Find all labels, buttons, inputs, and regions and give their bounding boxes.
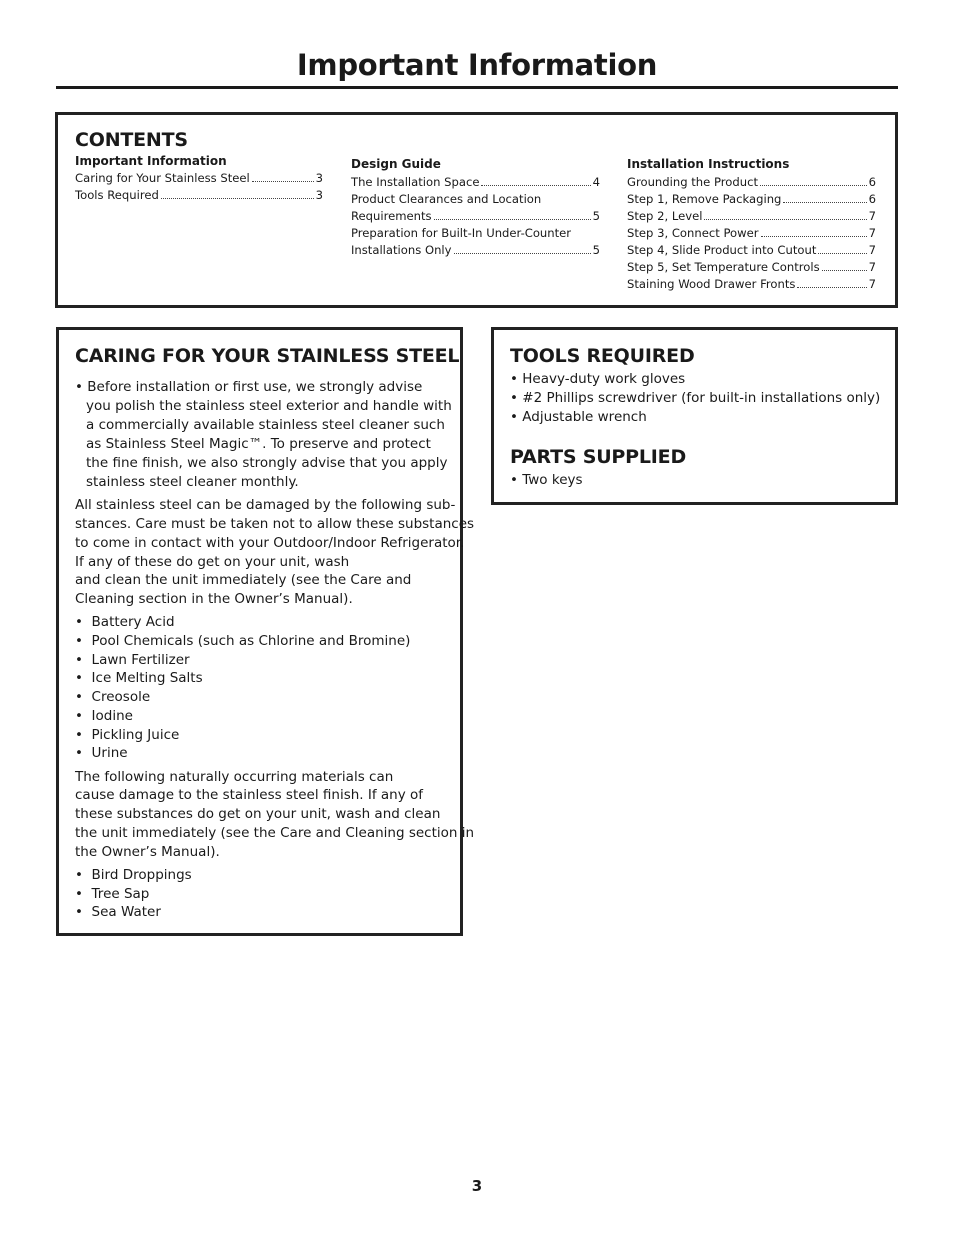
substance-item: • Lawn Fertilizer	[75, 652, 190, 668]
caring-para1-line: to come in contact with your Outdoor/Indoor Refrigerator.	[75, 535, 465, 551]
toc-entry[interactable]: Caring for Your Stainless Steel 3	[75, 171, 323, 185]
caring-para1-line: If any of these do get on your unit, wash	[75, 554, 350, 570]
caring-box	[56, 327, 475, 936]
title-rule	[56, 86, 898, 89]
parts-heading: PARTS SUPPLIED	[510, 446, 687, 468]
substance-item: • Creosole	[75, 689, 151, 705]
toc-col1-heading: Important Information	[75, 154, 227, 168]
caring-heading: CARING FOR YOUR STAINLESS STEEL	[75, 345, 460, 367]
caring-intro-line: stainless steel cleaner monthly.	[86, 474, 299, 490]
toc-entry[interactable]: Installations Only 5	[351, 243, 600, 257]
tools-heading: TOOLS REQUIRED	[510, 345, 695, 367]
caring-intro-line: the fine finish, we also strongly advise that you apply	[86, 455, 448, 471]
caring-para1-line: and clean the unit immediately (see the Care and	[75, 572, 412, 588]
toc-entry[interactable]: The Installation Space 4	[351, 175, 600, 189]
toc-entry[interactable]: Step 2, Level 7	[627, 209, 876, 223]
toc-col2-heading: Design Guide	[351, 157, 441, 171]
tool-item: • Adjustable wrench	[510, 409, 647, 425]
natural-item: • Sea Water	[75, 904, 161, 920]
caring-para2-line: The following naturally occurring materials can	[75, 769, 394, 785]
caring-intro-line: as Stainless Steel Magic™. To preserve and protect	[86, 436, 431, 452]
caring-intro-line: a commercially available stainless steel cleaner such	[86, 417, 445, 433]
caring-intro-line: • Before installation or first use, we strongly advise	[75, 379, 423, 395]
caring-intro-line: you polish the stainless steel exterior and handle with	[86, 398, 452, 414]
substance-item: • Ice Melting Salts	[75, 670, 203, 686]
caring-para2-line: the Owner’s Manual).	[75, 844, 220, 860]
toc-entry[interactable]: Step 3, Connect Power 7	[627, 226, 876, 240]
natural-item: • Bird Droppings	[75, 867, 192, 883]
part-item: • Two keys	[510, 472, 583, 488]
substance-item: • Pickling Juice	[75, 727, 180, 743]
caring-para1-line: stances. Care must be taken not to allow these substances	[75, 516, 475, 532]
page-title: Important Information	[296, 48, 658, 82]
caring-para1-line: Cleaning section in the Owner’s Manual).	[75, 591, 353, 607]
toc-entry[interactable]: Staining Wood Drawer Fronts 7	[627, 277, 876, 291]
substance-item: • Battery Acid	[75, 614, 175, 630]
toc-entry[interactable]: Step 4, Slide Product into Cutout 7	[627, 243, 876, 257]
natural-item: • Tree Sap	[75, 886, 150, 902]
toc-entry[interactable]: Requirements 5	[351, 209, 600, 223]
toc-col3-heading: Installation Instructions	[627, 157, 790, 171]
tool-item: • #2 Phillips screwdriver (for built-in installations only)	[510, 390, 881, 406]
toc-entry[interactable]: Grounding the Product 6	[627, 175, 876, 189]
caring-para2-line: these substances do get on your unit, wash and clean	[75, 806, 441, 822]
toc-entry[interactable]: Step 1, Remove Packaging 6	[627, 192, 876, 206]
tool-item: • Heavy-duty work gloves	[510, 371, 686, 387]
substance-item: • Pool Chemicals (such as Chlorine and Bromine)	[75, 633, 411, 649]
caring-para1-line: All stainless steel can be damaged by the following sub-	[75, 497, 456, 513]
toc-entry[interactable]: Step 5, Set Temperature Controls 7	[627, 260, 876, 274]
caring-para2-line: cause damage to the stainless steel finish. If any of	[75, 787, 424, 803]
substance-item: • Urine	[75, 745, 128, 761]
caring-para2-line: the unit immediately (see the Care and Cleaning section in	[75, 825, 475, 841]
substance-item: • Iodine	[75, 708, 133, 724]
toc-entry[interactable]: Tools Required 3	[75, 188, 323, 202]
contents-heading: CONTENTS	[75, 129, 188, 151]
contents-box	[55, 112, 898, 308]
toc-entry[interactable]: Product Clearances and Location	[351, 192, 542, 206]
page-number: 3	[471, 1177, 483, 1195]
tools-box	[491, 327, 898, 505]
toc-entry[interactable]: Preparation for Built-In Under-Counter	[351, 226, 572, 240]
